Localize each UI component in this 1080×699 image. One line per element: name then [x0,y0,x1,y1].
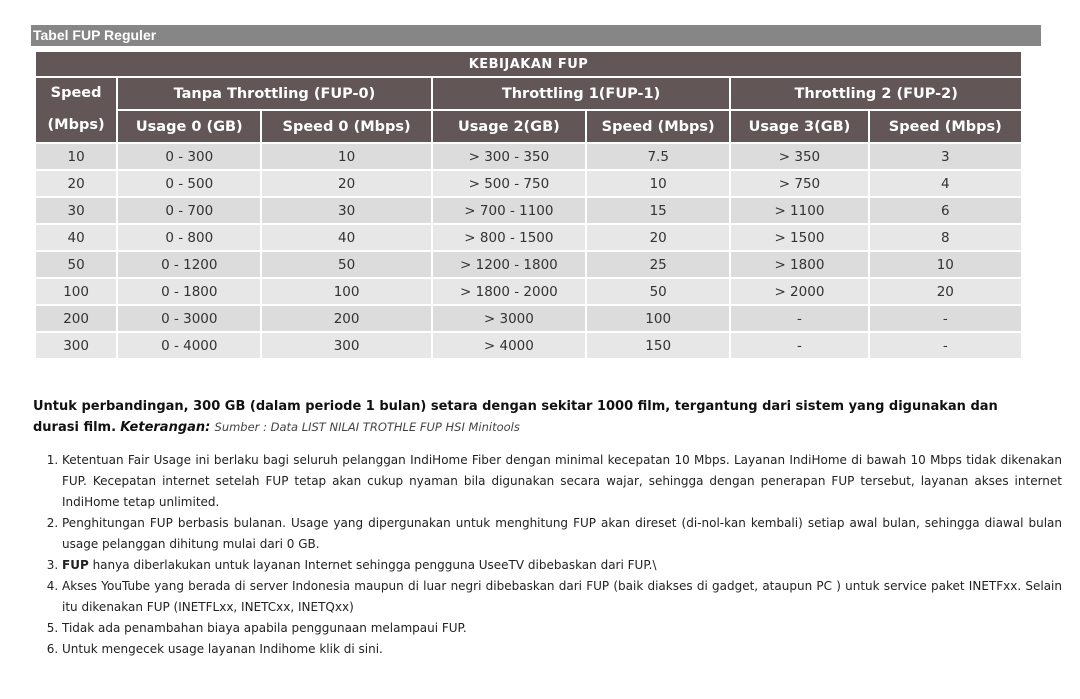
list-item [62,555,1062,576]
keterangan-label: Keterangan: [120,420,211,435]
speed-header [36,78,116,142]
table-cell: 40 [262,225,430,250]
list-item [62,639,1062,660]
list-item [62,513,1062,555]
table-cell: > 1100 [731,198,867,223]
source-note: Sumber : Data LIST NILAI TROTHLE FUP HSI Minitools [214,420,520,434]
list-item [62,576,1062,618]
group-header-fup0: Tanpa Throttling (FUP-0) [118,78,431,109]
table-cell: 10 [36,144,116,169]
table-cell: - [870,333,1021,358]
table-cell: > 1200 - 1800 [433,252,585,277]
table-cell: > 750 [731,171,867,196]
table-cell: - [731,306,867,331]
speed-header-fup2: Speed (Mbps) [870,111,1021,142]
note-text: Ketentuan Fair Usage ini berlaku bagi seluruh pelanggan IndiHome Fiber dengan minimal kecepatan 10 Mbps. Layanan IndiHome di bawah 10 Mbps tidak dikenakan FUP. Kecepatan internet setelah FUP tetap akan cukup nyaman bila digunakan secara wajar, sehingga dengan penerapan FUP tersebut, layanan akses internet IndiHome tetap unlimited. [62,453,1062,509]
comparison-paragraph [33,396,1043,438]
table-cell: 0 - 4000 [118,333,260,358]
table-cell: > 500 - 750 [433,171,585,196]
note-text: Tidak ada penambahan biaya apabila penggunaan melampaui FUP. [62,621,467,635]
table-cell: 100 [262,279,430,304]
table-cell: 7.5 [587,144,729,169]
table-cell: 50 [262,252,430,277]
table-cell: 0 - 800 [118,225,260,250]
table-cell: > 300 - 350 [433,144,585,169]
table-cell: 100 [587,306,729,331]
table-cell: 50 [587,279,729,304]
table-cell: 0 - 1200 [118,252,260,277]
table-cell: 0 - 1800 [118,279,260,304]
table-cell: 20 [262,171,430,196]
table-cell: 3 [870,144,1021,169]
table-row [36,279,1021,304]
table-cell: - [870,306,1021,331]
table-cell: 10 [870,252,1021,277]
table-cell: 20 [36,171,116,196]
table-cell: 30 [262,198,430,223]
note-text: hanya diberlakukan untuk layanan Internet sehingga pengguna UseeTV dibebaskan dari FUP.\ [88,558,657,572]
table-cell: 8 [870,225,1021,250]
usage-header-fup1: Usage 2(GB) [433,111,585,142]
table-cell: > 700 - 1100 [433,198,585,223]
table-cell: - [731,333,867,358]
table-row [36,144,1021,169]
table-cell: 20 [587,225,729,250]
table-cell: > 4000 [433,333,585,358]
table-row [36,225,1021,250]
table-cell: 200 [262,306,430,331]
table-cell: > 3000 [433,306,585,331]
table-cell: 20 [870,279,1021,304]
table-cell: 300 [36,333,116,358]
table-cell: 0 - 300 [118,144,260,169]
speed-header-line1: Speed [50,85,102,101]
table-cell: 10 [262,144,430,169]
list-item [62,450,1062,513]
table-cell: > 2000 [731,279,867,304]
table-cell: 25 [587,252,729,277]
table-row [36,198,1021,223]
speed-header-fup1: Speed (Mbps) [587,111,729,142]
table-row [36,333,1021,358]
speed-header-line2: (Mbps) [47,117,105,133]
table-cell: 150 [587,333,729,358]
note-bold: FUP [62,558,89,572]
table-cell: 4 [870,171,1021,196]
section-title: Tabel FUP Reguler [31,25,1041,46]
table-row [36,306,1021,331]
note-text: Akses YouTube yang berada di server Indonesia maupun di luar negri dibebaskan dari FUP (baik diakses di gadget, ataupun PC ) untuk service paket INETFxx. Selain itu dikenakan FUP (INETFLxx, INETCxx, INETQxx) [62,579,1062,614]
fup-table [34,50,1023,360]
usage-header-fup0: Usage 0 (GB) [118,111,260,142]
table-cell: 300 [262,333,430,358]
table-cell: 6 [870,198,1021,223]
table-row [36,252,1021,277]
table-cell: 200 [36,306,116,331]
table-cell: > 800 - 1500 [433,225,585,250]
table-cell: 0 - 700 [118,198,260,223]
group-header-fup2: Throttling 2 (FUP-2) [731,78,1021,109]
table-cell: 10 [587,171,729,196]
table-cell: > 1500 [731,225,867,250]
table-cell: 50 [36,252,116,277]
note-text: Untuk mengecek usage layanan Indihome klik di sini. [62,642,383,656]
main-header: KEBIJAKAN FUP [36,52,1021,76]
table-cell: > 350 [731,144,867,169]
table-cell: 15 [587,198,729,223]
note-text: Penghitungan FUP berbasis bulanan. Usage yang dipergunakan untuk menghitung FUP akan direset (di-nol-kan kembali) setiap awal bulan, sehingga diawal bulan usage pelanggan dihitung mulai dari 0 GB. [62,516,1062,551]
table-cell: > 1800 - 2000 [433,279,585,304]
table-cell: 100 [36,279,116,304]
table-row [36,171,1021,196]
table-cell: > 1800 [731,252,867,277]
table-cell: 40 [36,225,116,250]
speed-header-fup0: Speed 0 (Mbps) [262,111,430,142]
list-item [62,618,1062,639]
table-cell: 0 - 500 [118,171,260,196]
table-cell: 30 [36,198,116,223]
usage-header-fup2: Usage 3(GB) [731,111,867,142]
table-cell: 0 - 3000 [118,306,260,331]
notes-list [40,450,1062,660]
comparison-text: Untuk perbandingan, 300 GB (dalam periode 1 bulan) setara dengan sekitar 1000 film, tergantung dari sistem yang digunakan dan durasi film. [33,399,998,435]
group-header-fup1: Throttling 1(FUP-1) [433,78,730,109]
